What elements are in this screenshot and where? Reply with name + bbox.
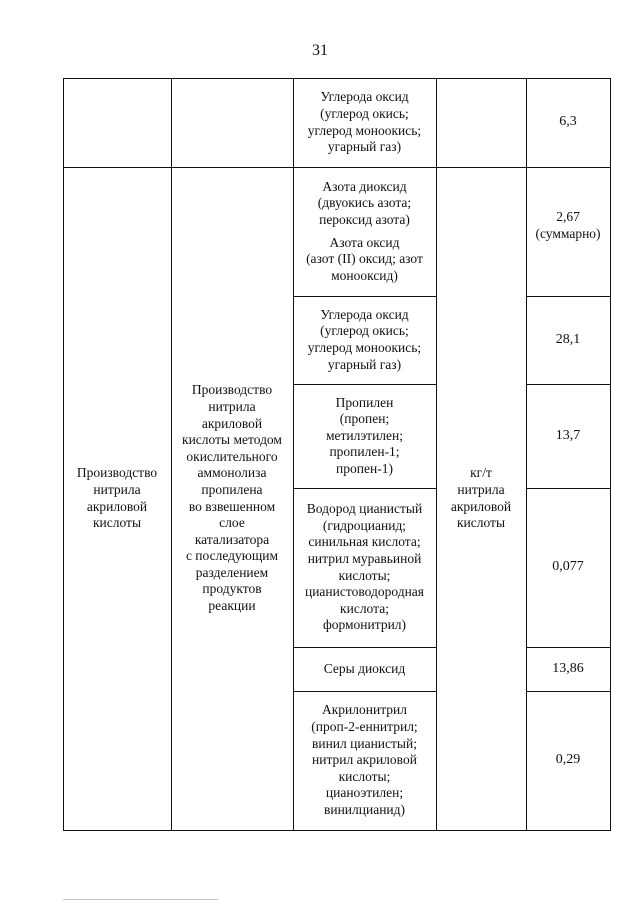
text-line: нитрил муравьиной [307,550,422,566]
text-line: пропилена [201,481,263,497]
text-line: монооксид) [331,267,398,283]
substance-cell-text [324,661,406,678]
substance-cell-text [306,179,423,285]
process-name-cell [63,167,171,830]
text-line: (гидроцианид; [322,517,407,533]
table-hline [63,830,611,831]
value-cell [526,384,610,488]
scan-artifact-line [63,899,218,900]
value-text: 6,3 [559,114,577,130]
text-line: пропилен-1; [329,444,400,460]
value-cell [526,691,610,830]
text-line: нитрил акриловой [312,752,417,768]
text-line: угарный газ) [327,356,402,372]
text-line: синильная кислота; [308,534,421,550]
text-line: нитрила [457,481,505,497]
text-line: Углерода оксид [320,306,409,322]
text-line: винилцианид) [323,801,406,817]
value-text: 0,077 [552,559,584,575]
text-line: (азот (II) оксид; азот [306,251,423,267]
text-line: цианистоводородная [304,584,425,600]
substance-cell-text [326,395,403,478]
value-cell [526,488,610,647]
value-text: 0,29 [555,752,581,768]
text-line: Пропилен [335,394,394,410]
value-cell-text [552,661,584,678]
substance-cell [293,78,436,167]
text-line: Углерода оксид [320,89,409,105]
text-line: формонитрил) [322,617,407,633]
value-text: 28,1 [555,331,581,347]
table-vline [610,78,611,831]
page-number: 31 [312,42,328,59]
text-line: во взвешенном [188,498,276,514]
value-cell-text [556,332,581,349]
text-line: разделением [195,564,269,580]
value-cell-text [556,752,581,769]
text-line: (пропен; [339,411,390,427]
text-line: аммонолиза [197,465,267,481]
unit-cell-text [451,465,511,531]
value-cell [526,78,610,167]
text-line: углерод моноокись; [307,122,422,138]
process-description-cell [171,167,293,830]
text-line: Азота оксид [329,234,400,250]
substance-cell-text [305,501,424,634]
text-line: кислоты [92,515,142,531]
text-line: Азота диоксид [322,178,407,194]
text-line: Акрилонитрил [321,702,407,718]
substance-cell-text [311,702,417,818]
text-line: окислительного [186,448,278,464]
text-line: угарный газ) [327,139,402,155]
text-line: акриловой [201,415,263,431]
text-line: катализатора [194,531,270,547]
text-line: нитрила [93,481,141,497]
text-line: Производство [76,465,158,481]
text-line: акриловой [86,498,148,514]
text-line: кислота; [340,600,389,616]
text-line: продуктов [202,581,262,597]
value-text: 13,86 [552,660,584,676]
text-line: цианоэтилен; [325,785,404,801]
text-line: 2,67 [556,208,580,224]
text-line: пероксид азота) [319,211,410,227]
text-line: Серы диоксид [323,660,406,676]
text-line: кислоты; [338,567,391,583]
unit-cell [436,167,526,830]
text-line: (проп-2-еннитрил; [311,719,418,735]
value-text: 13,7 [555,427,581,443]
text-line: метилэтилен; [325,427,404,443]
text-line: пропен-1) [336,460,393,476]
text-line: реакции [208,598,256,614]
text-line: кислоты; [338,768,391,784]
text-line: кислоты [456,515,506,531]
text-line: (углерод окись; [320,323,409,339]
value-cell-text [535,209,600,242]
text-line: винил цианистый; [311,735,417,751]
text-line: (двуокись азота; [317,195,412,211]
text-line: кг/т [470,465,492,481]
value-cell [526,647,610,691]
value-cell [526,167,610,284]
substance-cell [293,384,436,488]
substance-cell [293,167,436,296]
substance-cell [293,691,436,830]
text-line: Водород цианистый [306,501,423,517]
text-line: углерод моноокись; [307,340,422,355]
text-line: слое [219,515,245,531]
process-description-cell-text [182,382,282,614]
substance-cell [293,488,436,647]
text-line: Производство [191,382,273,398]
text-line: нитрила [208,398,256,414]
substance-cell [293,296,436,384]
text-line: кислоты методом [182,432,282,448]
process-name-cell-text [77,465,157,531]
substance-cell-text [308,89,421,155]
value-cell-text [552,559,584,576]
text-line: (суммарно) [535,225,601,241]
value-cell-text [556,428,581,445]
value-cell [526,296,610,384]
text-line: акриловой [450,498,512,514]
substance-cell [293,647,436,691]
substance-cell-text [308,307,421,373]
text-line: с последующим [185,548,279,564]
text-line: (углерод окись; [320,105,409,121]
value-cell-text [559,114,577,131]
